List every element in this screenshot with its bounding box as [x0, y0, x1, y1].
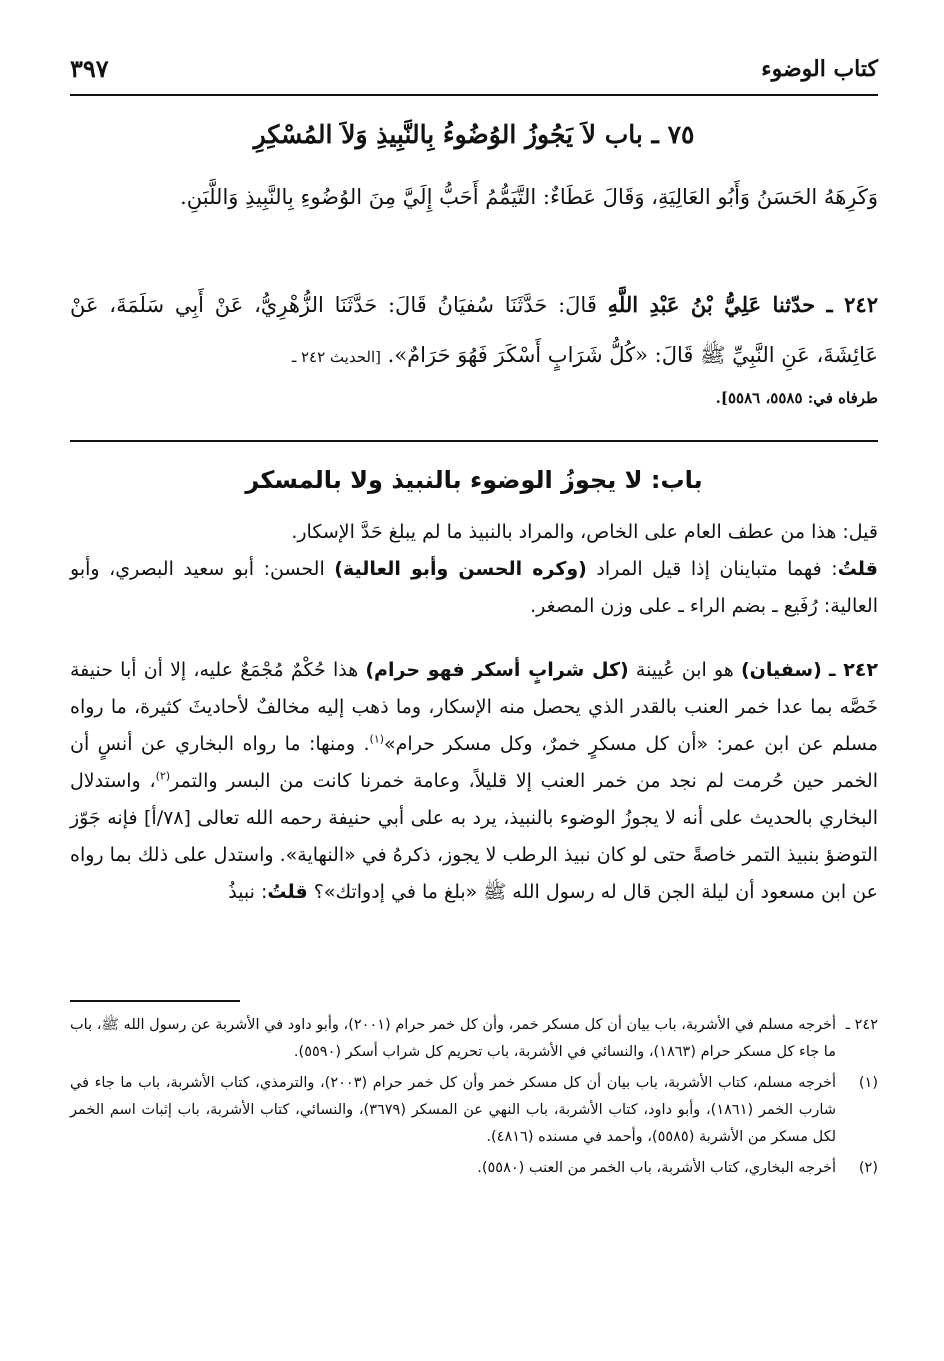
commentary-text: الحسن: أبو سعيد البصري، وأبو العالية: رُفَيع ـ بضم الراء ـ على وزن المصغر. [70, 558, 878, 617]
footnote-text: أخرجه مسلم، كتاب الأشربة، باب بيان أن كل مسكر خمر وأن كل خمر حرام (٢٠٠٣)، والترمذي، كتاب الأشربة، باب ما جاء في شارب الخمر (١٨٦١)، وأبو داود، كتاب الأشربة، باب النهي عن المسكر (٣٦٧٩)، والنسائي، كتاب الأشربة، باب إثبات اسم الخمر لكل مسكر من الأشربة (٥٥٨٥)، وأحمد في مسنده (٤٨١٦). [70, 1075, 836, 1145]
footnote [70, 1155, 878, 1182]
footnote [70, 1012, 878, 1066]
footnote-marker: ٢٤٢ ـ [845, 1017, 878, 1033]
footnote [70, 1070, 878, 1151]
quoted-phrase: (سفيان) [740, 659, 822, 681]
chapter-heading: ٧٥ ـ باب لاَ يَجُوزُ الوُضُوءُ بِالنَّبِيذِ وَلاَ المُسْكِرِ [253, 120, 695, 149]
footnote-marker: (٢) [858, 1160, 878, 1176]
commentary-paragraph-1 [70, 514, 878, 625]
hadith-reference-tail: طرفاه في: ٥٥٨٥، ٥٥٨٦]. [715, 389, 878, 407]
footnote-ref-1[interactable]: (١) [369, 732, 385, 746]
commentary-heading: باب: لا يجوزُ الوضوء بالنبيذ ولا بالمسكر [245, 466, 703, 494]
page-header [70, 52, 878, 96]
footnote-rule [70, 1000, 240, 1002]
commentary-text: . ومنها: ما رواه البخاري عن أنسٍ أن الخمر حين حُرمت لم نجد من خمر العنب إلا قليلاً، وعامة خمرنا كانت من البسر والتمر [70, 733, 878, 792]
commentary-text: ، واستدلال البخاري بالحديث على أنه لا يجوزُ الوضوء بالنبيذ، يرد به على أبي حنيفة رحمه الله تعالى [٧٨/أ] فإنه جَوّز التوضؤ بنبيذ التمر خاصةً حتى لو كان نبيذ الرطب لا يجوز، ذكرهُ في «النهاية». واستدل على ذلك بما رواه عن ابن مسعود أن ليلة الجن قال له رسول الله ﷺ «بلغ ما في إدواتك»؟ [70, 770, 878, 903]
page-number: ٣٩٧ [70, 54, 109, 83]
hadith-reference: [الحديث ٢٤٢ ـ [291, 348, 381, 366]
qultu-label: قلتُ [267, 881, 308, 903]
section-divider [70, 440, 878, 442]
quoted-phrase: (كل شرابٍ أسكر فهو حرام) [365, 659, 629, 681]
quoted-phrase: (وكره الحسن وأبو العالية) [334, 558, 587, 580]
commentary-line [70, 551, 878, 625]
commentary-text: : فهما متباينان إذا قيل المراد [586, 558, 838, 580]
footnote-marker: (١) [858, 1075, 878, 1091]
commentary-text: : نبيذُ [228, 881, 268, 903]
commentary-text: هو ابن عُيينة [628, 659, 741, 681]
hadith-isnad-lead: ٢٤٢ ـ حدّثنا عَلِيُّ بْنُ عَبْدِ اللَّهِ [607, 292, 878, 317]
running-title: كتاب الوضوء [761, 56, 878, 82]
qultu-label: قلتُ [837, 558, 878, 580]
hadith-text [70, 280, 878, 380]
hadith-number: ٢٤٢ ـ [828, 659, 878, 681]
chapter-tarjama: وَكَرِهَهُ الحَسَنُ وَأَبُو العَالِيَةِ، وَقَالَ عَطَاءٌ: التَّيَمُّمُ أَحَبُّ إِلَيَّ مِنَ الوُضُوءِ بِالنَّبِيذِ وَاللَّبَنِ. [180, 185, 878, 209]
commentary-paragraph-2 [70, 652, 878, 911]
footnote-text: أخرجه البخاري، كتاب الأشربة، باب الخمر من العنب (٥٥٨٠). [477, 1160, 836, 1176]
footnote-ref-2[interactable]: (٢) [155, 769, 171, 783]
footnotes [70, 1012, 878, 1186]
footnote-text: أخرجه مسلم في الأشربة، باب بيان أن كل مسكر خمر، وأن كل خمر حرام (٢٠٠١)، وأبو داود في الأشربة عن رسول الله ﷺ، باب ما جاء كل مسكر حرام (١٨٦٣)، والنسائي في الأشربة، باب تحريم كل شراب أسكر (٥٥٩٠). [70, 1017, 836, 1060]
hadith-body: قَالَ: حَدَّثَنَا سُفيَانُ قَالَ: حَدَّثَنَا الزُّهْرِيُّ، عَنْ أَبِي سَلَمَةَ، عَنْ عَائِشَةَ، عَنِ النَّبِيِّ ﷺ قَالَ: «كُلُّ شَرَابٍ أَسْكَرَ فَهُوَ حَرَامٌ». [70, 293, 878, 367]
commentary-line: قيل: هذا من عطف العام على الخاص، والمراد بالنبيذ ما لم يبلغ حَدَّ الإسكار. [291, 521, 878, 543]
commentary-text: هذا حُكْمٌ مُجْمَعٌ عليه، إلا أن أبا حنيفة خَصَّه بما عدا خمر العنب بالقدر الذي يحصل منه الإسكار، وما ذهب إليه مخالفٌ لأحاديثَ كثيرة، ما رواه مسلم عن ابن عمر: «أن كل مسكرٍ خمرٌ، وكل مسكر حرام» [70, 659, 878, 755]
